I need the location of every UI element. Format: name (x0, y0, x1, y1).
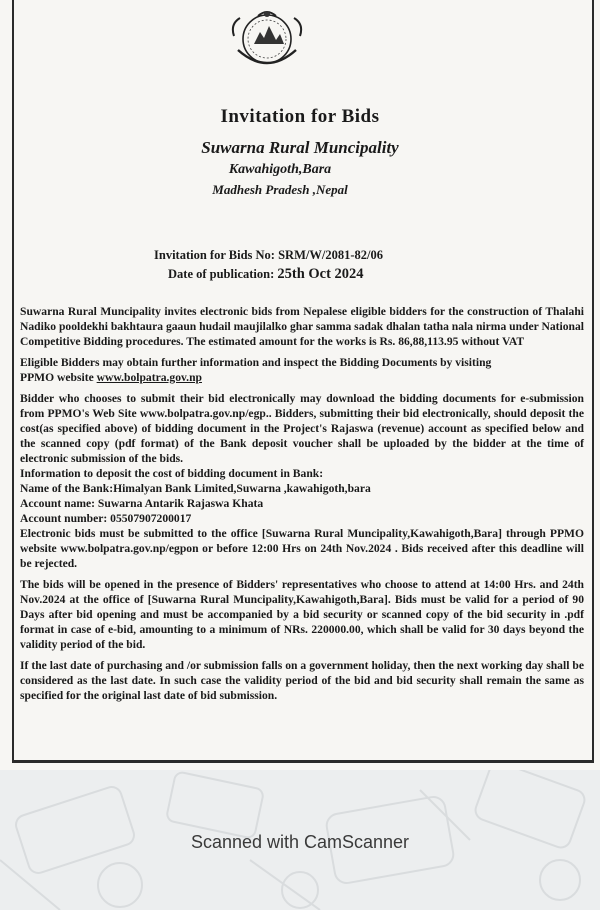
paragraph-intro: Suwarna Rural Muncipality invites electronic bids from Nepalese eligible bidders for the construction of Thalahi Nadiko pooldekhi bakhtaura gaaun hudail maujilalko ghar samma sadak dhalan tatha nala nirma under National Competitive Bidding procedures. The estimated amount for the works is Rs. 86,88,113.95 without VAT (20, 305, 584, 348)
paragraph-deadline: Electronic bids must be submitted to the office [Suwarna Rural Muncipality,Kawahigoth,Bara] through PPMO website www.bolpatra.gov.np/egpon or before 12:00 Hrs on 24th Nov.2024 . Bids received after this deadline will be rejected. (20, 527, 584, 570)
website-link[interactable]: www.bolpatra.gov.np (96, 371, 202, 384)
document-body (20, 304, 584, 709)
government-emblem-icon (224, 6, 310, 72)
publication-line (168, 266, 364, 283)
camscanner-watermark: Scanned with CamScanner (190, 832, 410, 852)
paragraph-deposit-info: Information to deposit the cost of bidding document in Bank: (20, 467, 324, 480)
account-name: Account name: Suwarna Antarik Rajaswa Khata (20, 497, 264, 510)
address-line-2: Madhesh Pradesh ,Nepal (212, 182, 348, 197)
organization-name: Suwarna Rural Muncipality (201, 138, 399, 157)
paragraph-electronic-submission: Bidder who chooses to submit their bid electronically may download the bidding documents for e-submission from PPMO's Web Site www.bolpatra.gov.np/egp.. Bidders, submitting their bid electronically, should deposit the cost(as specified above) of bidding document in the Project's Rajaswa (revenue) account as specified below and the scanned copy (pdf format) of the Bank deposit voucher shall be uploaded by the bidder at the time of electronic submission of the bids. (20, 392, 584, 465)
bank-name: Name of the Bank:Himalyan Bank Limited,Suwarna ,kawahigoth,bara (20, 482, 371, 495)
website-label: PPMO website (20, 371, 94, 384)
document-title: Invitation for Bids (220, 106, 380, 127)
page-border-bottom (12, 760, 594, 763)
paragraph-opening: The bids will be opened in the presence of Bidders' representatives who choose to attend at 14:00 Hrs. and 24th Nov.2024 at the office of [Suwarna Rural Muncipality,Kawahigoth,Bara]. Bids must be valid for a period of 90 Days after bid opening and must be accompanied by a bid security or scanned copy of the bid security in .pdf format in case of e-bid, amounting to a minimum of NRs. 220000.00, which shall be valid for 30 days beyond the validity period of the bid. (20, 578, 584, 651)
address-line-1: Kawahigoth,Bara (228, 162, 332, 177)
account-number: Account number: 05507907200017 (20, 512, 192, 525)
publication-date: 25th Oct 2024 (277, 266, 364, 282)
bid-number: Invitation for Bids No: SRM/W/2081-82/06 (154, 248, 383, 262)
publication-label: Date of publication: (168, 267, 275, 281)
paragraph-holiday: If the last date of purchasing and /or submission falls on a government holiday, then the next working day shall be considered as the last date. In such case the validity period of the bid and bid security shall remain the same as specified for the original last date of bid submission. (20, 659, 584, 702)
paragraph-website (20, 370, 584, 385)
paragraph-eligibility: Eligible Bidders may obtain further information and inspect the Bidding Documents by visiting (20, 356, 492, 369)
